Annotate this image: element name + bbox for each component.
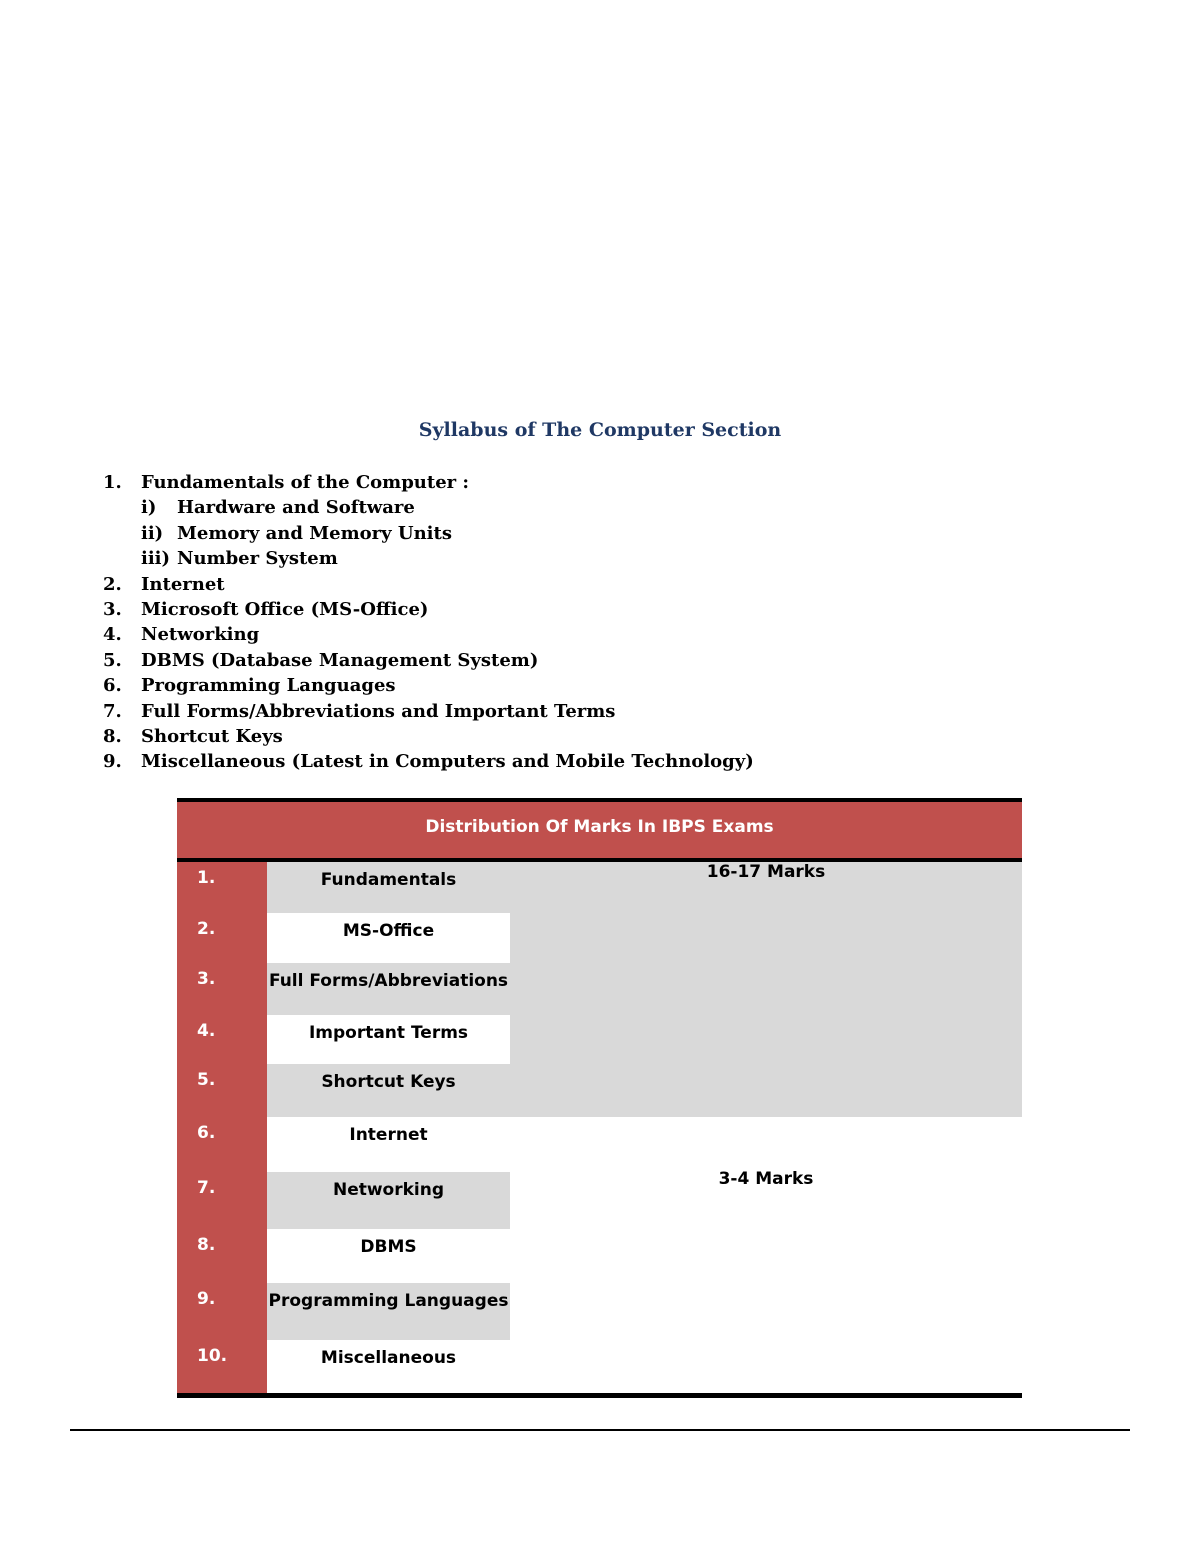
- item-label: Networking: [141, 624, 260, 646]
- item-number: 7.: [103, 700, 122, 722]
- row-topic: Fundamentals: [267, 860, 510, 913]
- sub-list-item: [103, 521, 754, 546]
- row-topic: Miscellaneous: [267, 1340, 510, 1395]
- sub-list-item: [103, 495, 754, 520]
- row-topic: Programming Languages: [267, 1283, 510, 1340]
- row-index: 6.: [177, 1117, 267, 1172]
- list-item: [103, 724, 754, 749]
- row-topic: Shortcut Keys: [267, 1064, 510, 1117]
- item-label: Shortcut Keys: [141, 725, 283, 747]
- page-title: Syllabus of The Computer Section: [418, 419, 782, 441]
- table-row: [177, 1117, 1022, 1172]
- list-item: [103, 470, 754, 495]
- row-topic: Internet: [267, 1117, 510, 1172]
- row-index: 4.: [177, 1015, 267, 1064]
- row-index: 5.: [177, 1064, 267, 1117]
- sub-item-number: i): [141, 497, 157, 519]
- list-item: [103, 648, 754, 673]
- row-topic: Important Terms: [267, 1015, 510, 1064]
- syllabus-list: [103, 470, 754, 775]
- item-label: Fundamentals of the Computer :: [141, 472, 470, 493]
- item-number: 4.: [103, 624, 122, 646]
- sub-list-item: [103, 546, 754, 571]
- footer-divider: [70, 1429, 1130, 1431]
- row-index: 7.: [177, 1172, 267, 1229]
- row-topic: Full Forms/Abbreviations: [267, 963, 510, 1015]
- item-label: Internet: [141, 573, 225, 595]
- row-index: 9.: [177, 1283, 267, 1340]
- sub-item-label: Memory and Memory Units: [177, 522, 452, 544]
- row-topic: MS-Office: [267, 913, 510, 963]
- sub-item-label: Hardware and Software: [177, 497, 415, 519]
- sub-item-number: iii): [141, 548, 171, 570]
- item-label: Full Forms/Abbreviations and Important Terms: [141, 700, 616, 722]
- marks-group-1: 16-17 Marks: [510, 860, 1022, 1117]
- row-topic: Networking: [267, 1172, 510, 1229]
- list-item: [103, 749, 754, 774]
- marks-group-2: 3-4 Marks: [510, 1117, 1022, 1395]
- row-index: 1.: [177, 860, 267, 913]
- table-row: [177, 860, 1022, 913]
- item-label: DBMS (Database Management System): [141, 649, 539, 671]
- item-label: Microsoft Office (MS-Office): [141, 598, 429, 620]
- list-item: [103, 622, 754, 647]
- table-header-row: [177, 800, 1022, 860]
- item-number: 1.: [103, 472, 122, 493]
- item-number: 8.: [103, 725, 122, 747]
- list-item: [103, 673, 754, 698]
- row-topic: DBMS: [267, 1229, 510, 1283]
- item-number: 6.: [103, 675, 122, 697]
- list-item: [103, 597, 754, 622]
- list-item: [103, 699, 754, 724]
- item-number: 3.: [103, 598, 122, 620]
- row-index: 2.: [177, 913, 267, 963]
- sub-item-label: Number System: [177, 548, 338, 570]
- item-number: 9.: [103, 751, 122, 773]
- item-number: 5.: [103, 649, 122, 671]
- row-index: 10.: [177, 1340, 267, 1395]
- row-index: 8.: [177, 1229, 267, 1283]
- marks-distribution-table: [177, 798, 1022, 1398]
- item-number: 2.: [103, 573, 122, 595]
- sub-item-number: ii): [141, 522, 164, 544]
- item-label: Programming Languages: [141, 675, 396, 697]
- table-heading: Distribution Of Marks In IBPS Exams: [177, 800, 1022, 860]
- item-label: Miscellaneous (Latest in Computers and Mobile Technology): [141, 751, 754, 773]
- row-index: 3.: [177, 963, 267, 1015]
- list-item: [103, 572, 754, 597]
